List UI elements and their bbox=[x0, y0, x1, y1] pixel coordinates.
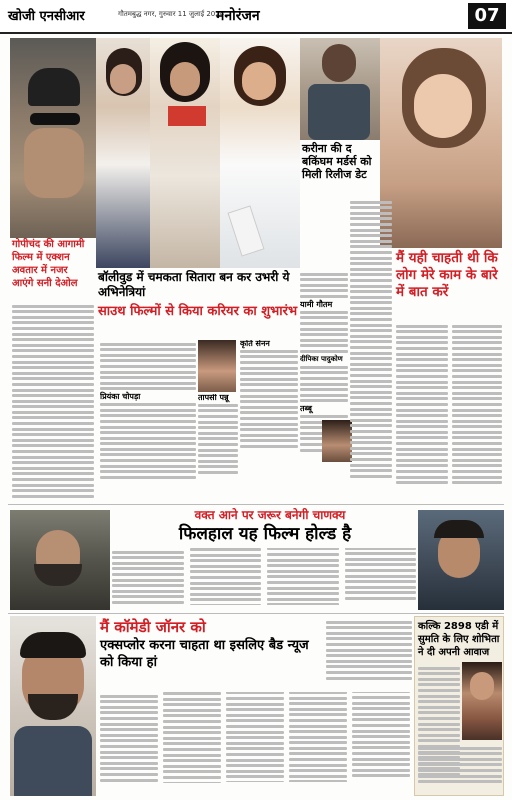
kareena-headline: करीना की द बकिंघम मर्डर्स को मिली रिलीज डेट bbox=[302, 142, 372, 181]
sunny-headline: गोपीचंद की आगामी फिल्म में एक्शन अवतार में नजर आएंगे सनी देओल bbox=[12, 239, 85, 289]
neeraj-photo bbox=[10, 510, 110, 610]
section-divider bbox=[8, 504, 504, 505]
sobhita-headline: कल्कि 2898 एडी में सुमति के लिए शोभिता ने दी अपनी आवाज bbox=[418, 621, 500, 658]
vicky-photo bbox=[10, 616, 96, 796]
tabu-photo bbox=[322, 420, 352, 462]
actress-photo bbox=[380, 38, 502, 248]
vicky-headline-red: मैं कॉमेडी जॉनर को bbox=[100, 618, 206, 636]
section-title: मनोरंजन bbox=[216, 8, 260, 24]
bollywood-headline: बॉलीवुड में चमकता सितारा बन कर उभरी ये अभिनेत्रियां bbox=[98, 270, 290, 299]
bollywood-article-col4 bbox=[300, 270, 348, 500]
newspaper-brand: खोजी एनसीआर bbox=[8, 9, 85, 24]
name-kriti: कृति सेनन bbox=[240, 340, 270, 348]
vicky-headline-black: एक्सप्लोर करना चाहता था इसलिए बैड न्यूज को किया हां bbox=[100, 638, 309, 670]
name-yami: यामी गौतम bbox=[300, 299, 333, 309]
taapsee-photo bbox=[150, 38, 220, 268]
quote-headline: मैं यही चाहती थी कि लोग मेरे काम के बारे में बात करें bbox=[396, 250, 498, 300]
sobhita-article-bottom bbox=[418, 744, 502, 792]
quote-article-col2 bbox=[452, 322, 502, 500]
bollywood-article-col2 bbox=[198, 394, 238, 500]
priyanka-photo bbox=[96, 38, 150, 268]
section-divider-2 bbox=[8, 613, 504, 614]
masthead bbox=[0, 0, 512, 34]
sunny-article-text bbox=[12, 302, 94, 500]
yami-photo bbox=[220, 38, 300, 268]
chanakya-article-text bbox=[112, 548, 416, 610]
chanakya-headline: फिलहाल यह फिल्म होल्ड है bbox=[178, 524, 352, 544]
kriti-photo bbox=[198, 340, 236, 392]
kareena-photo bbox=[300, 38, 380, 140]
bollywood-article-col3 bbox=[240, 340, 298, 500]
bollywood-article-col1 bbox=[100, 340, 196, 500]
vicky-article-right bbox=[326, 618, 412, 690]
chanakya-kicker: वक्त आने पर जरूर बनेगी चाणक्य bbox=[194, 508, 346, 522]
vicky-article-text bbox=[100, 692, 410, 796]
name-tabu: तब्बू bbox=[300, 404, 312, 414]
page-number: 07 bbox=[468, 3, 506, 29]
name-deepika: दीपिका पादुकोण bbox=[300, 354, 343, 363]
bollywood-subhead: साउथ फिल्मों से किया करियर का शुभारंभ bbox=[98, 304, 298, 319]
name-taapsee: तापसी पन्नू bbox=[198, 394, 229, 402]
quote-article-col1 bbox=[396, 322, 448, 500]
ajay-photo bbox=[418, 510, 504, 610]
kareena-article-text bbox=[350, 198, 392, 500]
sobhita-photo bbox=[462, 662, 502, 740]
name-priyanka: प्रियंका चोपड़ा bbox=[100, 392, 141, 402]
dateline: गौतमबुद्ध नगर, गुरुवार 11 जुलाई 2024 bbox=[118, 10, 225, 18]
sunny-photo bbox=[10, 38, 96, 238]
